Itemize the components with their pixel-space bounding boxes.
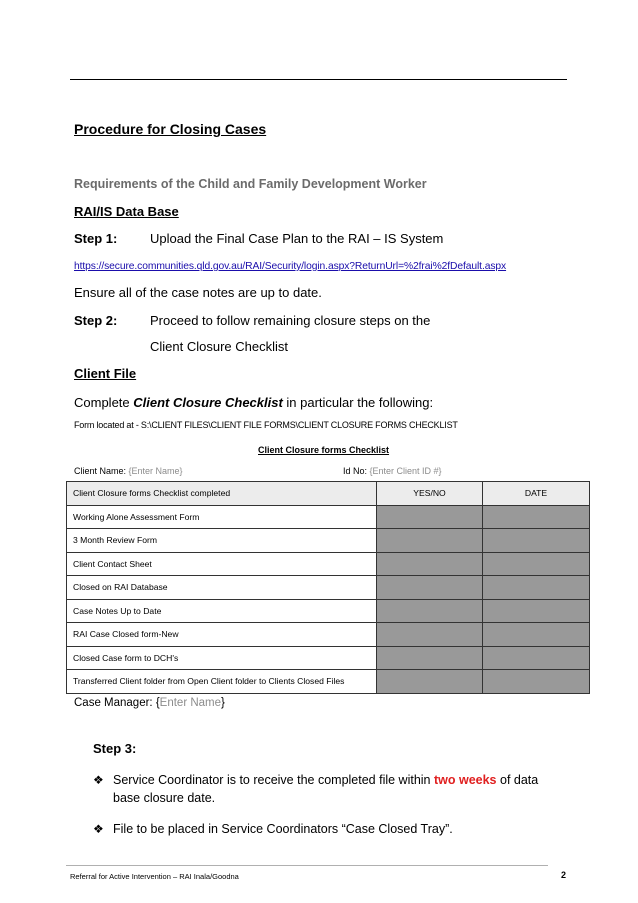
id-no-label: Id No: (343, 466, 370, 476)
row-label: Closed Case form to DCH's (67, 646, 377, 670)
rai-login-link[interactable]: https://secure.communities.qld.gov.au/RAI/Security/login.aspx?ReturnUrl=%2frai%2fDefault.aspx (74, 261, 507, 272)
yes-no-cell[interactable] (377, 623, 483, 647)
client-name-label: Client Name: (74, 466, 129, 476)
date-cell[interactable] (483, 670, 590, 694)
client-name-placeholder[interactable]: {Enter Name} (128, 466, 183, 476)
checklist-title: Client Closure forms Checklist (258, 445, 390, 455)
table-row (67, 505, 590, 529)
row-label: 3 Month Review Form (67, 529, 377, 553)
step3-bullet-1-line2: base closure date. (113, 791, 216, 805)
table-row (67, 599, 590, 623)
table-header-row (67, 482, 590, 506)
page-number: 2 (561, 870, 567, 880)
footer-rule (66, 865, 548, 866)
table-row (67, 529, 590, 553)
yes-no-cell[interactable] (377, 552, 483, 576)
row-label: RAI Case Closed form-New (67, 623, 377, 647)
step1-text: Upload the Final Case Plan to the RAI – IS System (150, 231, 444, 246)
client-name-field[interactable] (74, 466, 183, 476)
yes-no-cell[interactable] (377, 646, 483, 670)
requirements-heading: Requirements of the Child and Family Development Worker (74, 177, 427, 191)
yes-no-cell[interactable] (377, 529, 483, 553)
row-label: Case Notes Up to Date (67, 599, 377, 623)
case-manager-suffix: } (221, 697, 225, 709)
form-location: Form located at - S:\CLIENT FILES\CLIENT FILE FORMS\CLIENT CLOSURE FORMS CHECKLIST (74, 420, 458, 430)
table-row (67, 646, 590, 670)
row-label: Client Contact Sheet (67, 552, 377, 576)
header-rule (70, 79, 567, 80)
diamond-bullet-icon: ❖ (93, 822, 104, 836)
date-cell[interactable] (483, 623, 590, 647)
date-cell[interactable] (483, 505, 590, 529)
table-row (67, 552, 590, 576)
row-label: Working Alone Assessment Form (67, 505, 377, 529)
yes-no-cell[interactable] (377, 505, 483, 529)
page-title: Procedure for Closing Cases (74, 121, 267, 137)
case-notes-text: Ensure all of the case notes are up to date. (74, 285, 322, 300)
step3-label: Step 3: (93, 741, 137, 756)
complete-suffix: in particular the following: (282, 395, 434, 410)
closure-checklist-table (66, 481, 590, 694)
step2-line1: Proceed to follow remaining closure steps on the (150, 313, 431, 328)
header-item: Client Closure forms Checklist completed (67, 482, 377, 506)
yes-no-cell[interactable] (377, 670, 483, 694)
table-row (67, 576, 590, 600)
step2-line2: Client Closure Checklist (150, 339, 288, 354)
yes-no-cell[interactable] (377, 599, 483, 623)
date-cell[interactable] (483, 646, 590, 670)
case-manager-field[interactable] (74, 697, 225, 709)
bullet2-text: File to be placed in Service Coordinators “Case Closed Tray”. (113, 822, 453, 836)
date-cell[interactable] (483, 576, 590, 600)
step2-label: Step 2: (74, 313, 118, 328)
table-row (67, 670, 590, 694)
step3-bullet-1 (93, 773, 538, 787)
bullet1-highlight: two weeks (433, 773, 497, 787)
date-cell[interactable] (483, 529, 590, 553)
date-cell[interactable] (483, 599, 590, 623)
rai-heading: RAI/IS Data Base (74, 204, 179, 219)
complete-prefix: Complete (74, 395, 134, 410)
complete-sentence (74, 395, 433, 410)
step3-bullet-2 (93, 822, 453, 836)
footer-text: Referral for Active Intervention – RAI Inala/Goodna (70, 872, 239, 881)
step1-label: Step 1: (74, 231, 118, 246)
table-row (67, 623, 590, 647)
date-cell[interactable] (483, 552, 590, 576)
case-manager-label: Case Manager: { (74, 697, 160, 709)
header-date: DATE (483, 482, 590, 506)
complete-emphasis: Client Closure Checklist (133, 395, 283, 410)
bullet1-suffix: of data (496, 773, 539, 787)
client-file-heading: Client File (74, 366, 137, 381)
bullet1-prefix: Service Coordinator is to receive the completed file within (113, 773, 434, 787)
id-no-field[interactable] (343, 466, 442, 476)
case-manager-placeholder[interactable]: Enter Name (159, 697, 222, 709)
row-label: Closed on RAI Database (67, 576, 377, 600)
diamond-bullet-icon: ❖ (93, 773, 104, 787)
id-no-placeholder[interactable]: {Enter Client ID #} (369, 466, 442, 476)
header-yes-no: YES/NO (377, 482, 483, 506)
yes-no-cell[interactable] (377, 576, 483, 600)
row-label: Transferred Client folder from Open Client folder to Clients Closed Files (67, 670, 377, 694)
